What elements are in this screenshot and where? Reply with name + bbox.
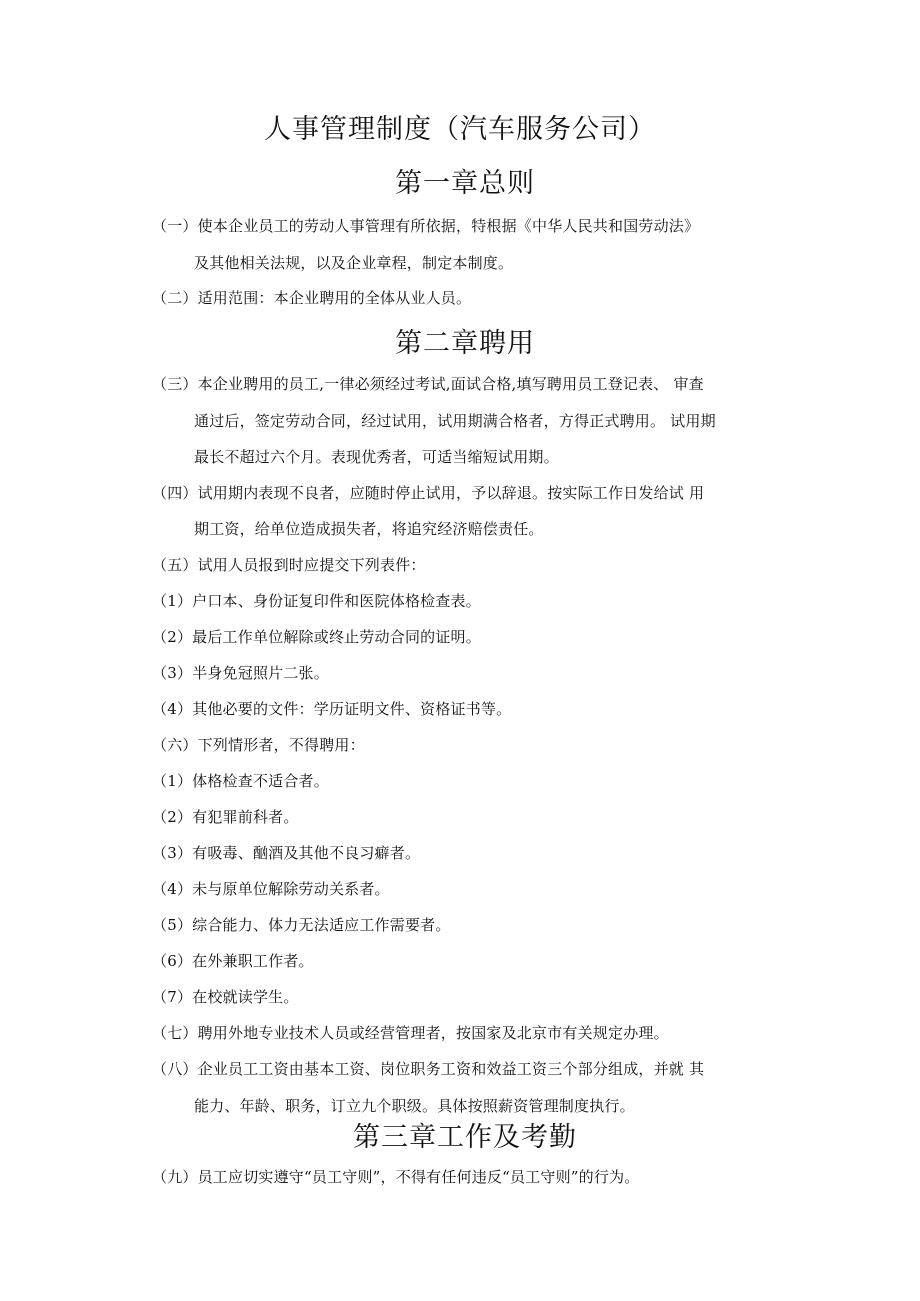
paragraph-line: （2）最后工作单位解除或终止劳动合同的证明。	[152, 628, 481, 646]
paragraph-line: （3）有吸毒、酗酒及其他不良习癖者。	[152, 844, 421, 862]
paragraph-line: （二）适用范围：本企业聘用的全体从业人员。	[152, 289, 472, 307]
chapter-heading-3: 第三章工作及考勤	[353, 1122, 577, 1153]
paragraph-line: （八）企业员工工资由基本工资、岗位职务工资和效益工资三个部分组成，并就 其	[152, 1060, 705, 1078]
paragraph-line: （1）户口本、身份证复印件和医院体格检查表。	[152, 592, 481, 610]
paragraph-line: 通过后，签定劳动合同，经过试用，试用期满合格者，方得正式聘用。 试用期	[194, 412, 716, 430]
paragraph-line: 最长不超过六个月。表现优秀者，可适当缩短试用期。	[194, 448, 559, 466]
paragraph-line: （六）下列情形者，不得聘用：	[152, 736, 365, 754]
paragraph-line: （3）半身免冠照片二张。	[152, 664, 329, 682]
paragraph-line: （7）在校就读学生。	[152, 988, 299, 1006]
paragraph-line: （4）未与原单位解除劳动关系者。	[152, 880, 390, 898]
paragraph-line: （三）本企业聘用的员工,一律必须经过考试,面试合格,填写聘用员工登记表、 审查	[152, 375, 704, 393]
paragraph-line: （五）试用人员报到时应提交下列表件：	[152, 556, 426, 574]
paragraph-line: 期工资，给单位造成损失者，将追究经济赔偿责任。	[194, 520, 544, 538]
paragraph-line: （6）在外兼职工作者。	[152, 952, 314, 970]
paragraph-line: （2）有犯罪前科者。	[152, 808, 299, 826]
chapter-heading-1: 第一章总则	[395, 168, 535, 199]
paragraph-line: （四）试用期内表现不良者，应随时停止试用，予以辞退。按实际工作日发给试 用	[152, 484, 705, 502]
paragraph-line: （七）聘用外地专业技术人员或经营管理者，按国家及北京市有关规定办理。	[152, 1024, 669, 1042]
document-title: 人事管理制度（汽车服务公司）	[264, 114, 656, 145]
paragraph-line: （一）使本企业员工的劳动人事管理有所依据，特根据《中华人民共和国劳动法》	[152, 217, 700, 235]
paragraph-line: （5）综合能力、体力无法适应工作需要者。	[152, 916, 451, 934]
paragraph-line: （九）员工应切实遵守“员工守则”，不得有任何违反“员工守则”的行为。	[152, 1168, 640, 1186]
paragraph-line: 能力、年龄、职务，订立九个职级。具体按照薪资管理制度执行。	[194, 1097, 635, 1115]
paragraph-line: （4）其他必要的文件：学历证明文件、资格证书等。	[152, 700, 512, 718]
chapter-heading-2: 第二章聘用	[395, 328, 535, 359]
paragraph-line: 及其他相关法规，以及企业章程，制定本制度。	[194, 254, 514, 272]
paragraph-line: （1）体格检查不适合者。	[152, 772, 329, 790]
